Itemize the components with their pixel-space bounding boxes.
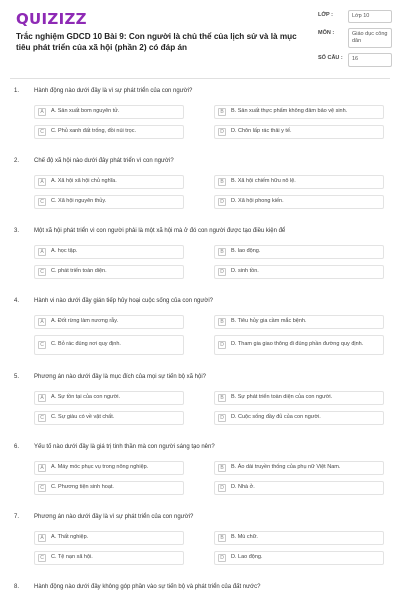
option-text: A. Máy móc phục vụ trong nông nghiệp. (51, 464, 149, 471)
option-d[interactable] (214, 411, 384, 425)
option-letter: A (38, 108, 46, 116)
option-d[interactable] (214, 125, 384, 139)
option-letter: B (218, 394, 226, 402)
option-text: D. Chôn lấp rác thải y tế. (231, 128, 292, 135)
option-d[interactable] (214, 551, 384, 565)
worksheet-meta (318, 10, 392, 72)
question-text: Phương án nào dưới đây là mục đích của mọi sự tiến bộ xã hội? (34, 374, 207, 380)
option-text: D. Tham gia giao thông đi đúng phần đường quy định. (231, 341, 364, 348)
option-letter: C (38, 198, 46, 206)
grade-value: Lớp 10 (348, 10, 392, 23)
option-text: B. lao động. (231, 248, 261, 255)
option-text: C. Bỏ rác đúng nơi quy định. (51, 341, 121, 348)
option-d[interactable] (214, 265, 384, 279)
option-text: C. Phương tiện sinh hoạt. (51, 484, 114, 491)
option-letter: A (38, 534, 46, 542)
option-letter: B (218, 108, 226, 116)
option-text: B. Áo dài truyền thống của phụ nữ Việt Nam. (231, 464, 341, 471)
option-text: C. phát triển toàn diện. (51, 268, 107, 275)
option-letter: B (218, 318, 226, 326)
option-d[interactable] (214, 335, 384, 355)
subject-value: Giáo dục công dân (348, 28, 392, 48)
option-text: B. Sự phát triển toàn diện của con người. (231, 394, 333, 401)
option-c[interactable] (34, 195, 184, 209)
option-letter: C (38, 484, 46, 492)
header-divider (10, 78, 390, 79)
option-text: D. Nhà ở. (231, 484, 255, 491)
question-text: Hành động nào dưới đây là vì sự phát triển của con người? (34, 88, 193, 94)
option-text: C. Sự giàu có về vật chất. (51, 414, 115, 421)
question-text: Chế độ xã hội nào dưới đây phát triển vì con người? (34, 158, 174, 164)
option-letter: C (38, 128, 46, 136)
worksheet-title: Trắc nghiệm GDCD 10 Bài 9: Con người là chủ thể của lịch sử và là mục tiêu phát triển của xã hội (phần 2) có đáp án (16, 32, 297, 52)
option-b[interactable] (214, 391, 384, 405)
option-text: D. Xã hội phong kiến. (231, 198, 284, 205)
option-a[interactable] (34, 315, 184, 329)
option-letter: D (218, 554, 226, 562)
option-letter: B (218, 464, 226, 472)
option-letter: A (38, 464, 46, 472)
option-text: A. Sản xuất bom nguyên tử. (51, 108, 120, 115)
option-letter: D (218, 268, 226, 276)
option-text: D. Cuộc sống đầy đủ của con người. (231, 414, 321, 421)
option-text: A. học tập. (51, 248, 78, 255)
option-c[interactable] (34, 335, 184, 355)
option-b[interactable] (214, 315, 384, 329)
count-value: 16 (348, 53, 392, 66)
question-number: 7. (14, 514, 20, 520)
option-text: A. Thất nghiệp. (51, 534, 89, 541)
subject-row (318, 28, 392, 48)
question-text: Hành động nào dưới đây không góp phần vào sự tiến bộ và phát triển của đất nước? (34, 584, 261, 590)
option-letter: D (218, 128, 226, 136)
option-c[interactable] (34, 265, 184, 279)
option-a[interactable] (34, 105, 184, 119)
option-c[interactable] (34, 481, 184, 495)
option-text: C. Tệ nạn xã hội. (51, 554, 93, 561)
option-c[interactable] (34, 551, 184, 565)
option-letter: B (218, 248, 226, 256)
option-text: B. Tiêu hủy gia cầm mắc bệnh. (231, 318, 307, 325)
option-letter: D (218, 198, 226, 206)
option-a[interactable] (34, 391, 184, 405)
option-text: B. Mù chữ. (231, 534, 258, 541)
option-text: B. Xã hội chiếm hữu nô lệ. (231, 178, 296, 185)
grade-row (318, 10, 392, 23)
option-letter: D (218, 341, 226, 349)
question-text: Phương án nào dưới đây là vì sự phát triển của con người? (34, 514, 194, 520)
option-text: D. Lao động. (231, 554, 263, 561)
option-a[interactable] (34, 175, 184, 189)
question-number: 2. (14, 158, 20, 164)
option-letter: D (218, 484, 226, 492)
option-letter: A (38, 394, 46, 402)
option-a[interactable] (34, 461, 184, 475)
option-letter: D (218, 414, 226, 422)
option-a[interactable] (34, 245, 184, 259)
option-text: B. Sản xuất thực phẩm không đảm bảo vệ sinh. (231, 108, 348, 115)
option-text: C. Phủ xanh đất trống, đồi núi trọc. (51, 128, 136, 135)
option-letter: A (38, 248, 46, 256)
option-letter: A (38, 318, 46, 326)
question-number: 3. (14, 228, 20, 234)
question-text: Một xã hội phát triển vì con người phải là một xã hội mà ở đó con người được tạo điều kiện để (34, 228, 286, 234)
option-letter: A (38, 178, 46, 186)
option-b[interactable] (214, 531, 384, 545)
option-text: C. Xã hội nguyên thủy. (51, 198, 107, 205)
option-letter: C (38, 414, 46, 422)
question-number: 1. (14, 88, 20, 94)
option-letter: C (38, 341, 46, 349)
question-text: Hành vi nào dưới đây gián tiếp hủy hoại cuộc sống của con người? (34, 298, 214, 304)
option-text: A. Sự tồn tại của con người. (51, 394, 121, 401)
option-letter: B (218, 534, 226, 542)
option-letter: C (38, 268, 46, 276)
option-b[interactable] (214, 461, 384, 475)
option-letter: C (38, 554, 46, 562)
question-number: 6. (14, 444, 20, 450)
option-a[interactable] (34, 531, 184, 545)
option-letter: B (218, 178, 226, 186)
option-c[interactable] (34, 125, 184, 139)
worksheet-header (0, 0, 400, 74)
option-c[interactable] (34, 411, 184, 425)
option-b[interactable] (214, 245, 384, 259)
question-number: 5. (14, 374, 20, 380)
question-number: 8. (14, 584, 20, 590)
option-d[interactable] (214, 481, 384, 495)
subject-label: MÔN : (318, 30, 335, 37)
option-b[interactable] (214, 175, 384, 189)
option-text: A. Xã hội xã hội chủ nghĩa. (51, 178, 117, 185)
count-label: SỐ CÂU : (318, 55, 343, 62)
grade-label: LỚP : (318, 12, 333, 18)
question-text: Yếu tố nào dưới đây là giá trị tinh thần mà con người sáng tạo nên? (34, 444, 215, 450)
option-d[interactable] (214, 195, 384, 209)
quizizz-logo: QUIZIZZ (16, 10, 87, 28)
question-number: 4. (14, 298, 20, 304)
option-b[interactable] (214, 105, 384, 119)
count-row (318, 53, 392, 66)
option-text: D. sinh tồn. (231, 268, 259, 275)
option-text: A. Đốt rừng làm nương rẫy. (51, 318, 119, 325)
